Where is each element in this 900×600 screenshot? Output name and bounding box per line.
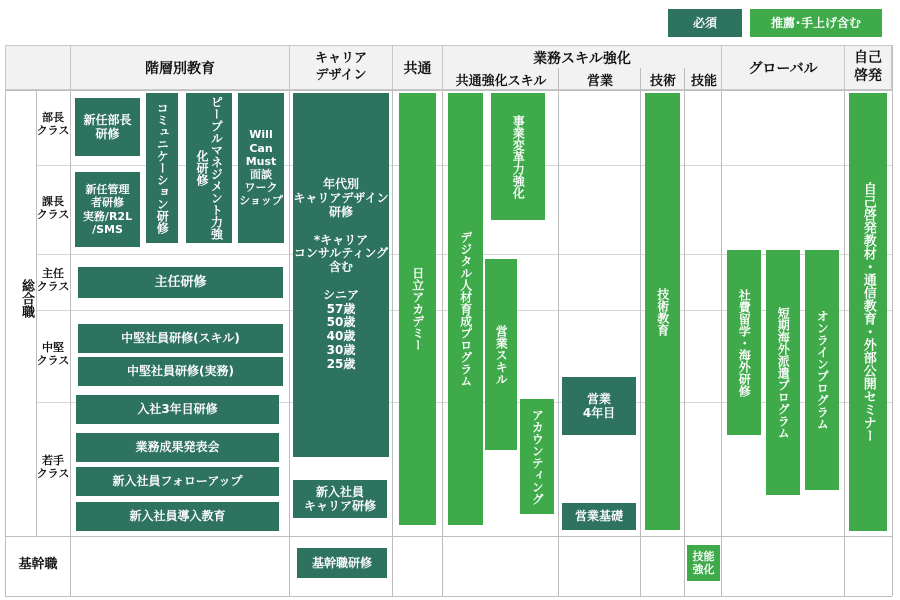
box-jigyo-henkaku: 事業変革力強化 [491,93,545,220]
box-eigyo-4: 営業 4年目 [562,377,636,435]
box-shinnin-kanri: 新任管理 者研修 実務/R2L /SMS [75,172,140,247]
box-people-mgmt: ピープルマネジメント力強化研修 [186,93,232,243]
box-online: オンラインプログラム [805,250,839,490]
header-gijutsu: 技術 [649,74,676,89]
box-chuken-skill: 中堅社員研修(スキル) [78,324,283,353]
row-kacho: 課長 クラス [36,195,70,221]
legend-recommended: 推薦･手上げ含む [750,9,882,37]
box-donyu: 新入社員導入教育 [76,502,279,531]
legend-required: 必須 [668,9,742,37]
row-kikan: 基幹職 [18,557,58,572]
header-kyoutsu: 共通 [392,45,443,90]
box-kikan-kenshu: 基幹職研修 [297,548,387,578]
header-eigyo: 営業 [586,74,613,89]
box-jiko-keihatsu: 自己啓発教材・通信教育・外部公開セミナー [849,93,887,531]
row-chuken: 中堅 クラス [36,341,70,367]
row-shunin: 主任 クラス [36,267,70,293]
box-digital: デジタル人材育成プログラム [448,93,483,525]
row-wakate: 若手 クラス [36,454,70,480]
box-will-can-must: Will Can Must 面談 ワーク ショップ [238,93,284,243]
header-ginou: 技能 [690,74,717,89]
header-global: グローバル [721,45,845,90]
box-chuken-jitsumu: 中堅社員研修(実務) [78,357,283,386]
box-eigyo-skill: 営業スキル [485,259,517,450]
box-nyusha3: 入社3年目研修 [76,395,279,424]
header-career: キャリア デザイン [289,45,393,90]
box-shinnin-bucho: 新任部長 研修 [75,98,140,156]
box-eigyo-kiso: 営業基礎 [562,503,636,530]
box-career-main: 年代別 キャリアデザイン 研修 *キャリア コンサルティング 含む シニア 57歳 50歳 40歳 30歳 25歳 [293,93,389,457]
header-jiko: 自己 啓発 [844,45,892,90]
box-hitachi-academy: 日立アカデミー [399,93,436,525]
row-sogo: 総合職 [19,278,34,318]
header-kyoutsu-skill: 共通強化スキル [455,74,547,89]
row-bucho: 部長 クラス [36,111,70,137]
box-accounting: アカウンティング [520,399,554,514]
header-corner [5,45,71,90]
box-shunin-kenshu: 主任研修 [78,267,283,298]
header-kaisou: 階層別教育 [70,45,290,90]
box-gijutsu-kyoiku: 技術教育 [645,93,680,530]
header-gyomu [442,45,722,90]
box-ginou-kyoka: 技能 強化 [687,545,720,581]
box-follow-up: 新入社員フォローアップ [76,467,279,496]
header-gyomu-title: 業務スキル強化 [533,51,631,67]
box-communication: コミュニケーション研修 [146,93,178,243]
box-gyomu-seika: 業務成果発表会 [76,433,279,462]
box-shinnyu-career: 新入社員 キャリア研修 [293,480,387,518]
box-shahi-ryugaku: 社費留学・海外研修 [727,250,761,435]
box-tanki-kaigai: 短期海外派遣プログラム [766,250,800,495]
